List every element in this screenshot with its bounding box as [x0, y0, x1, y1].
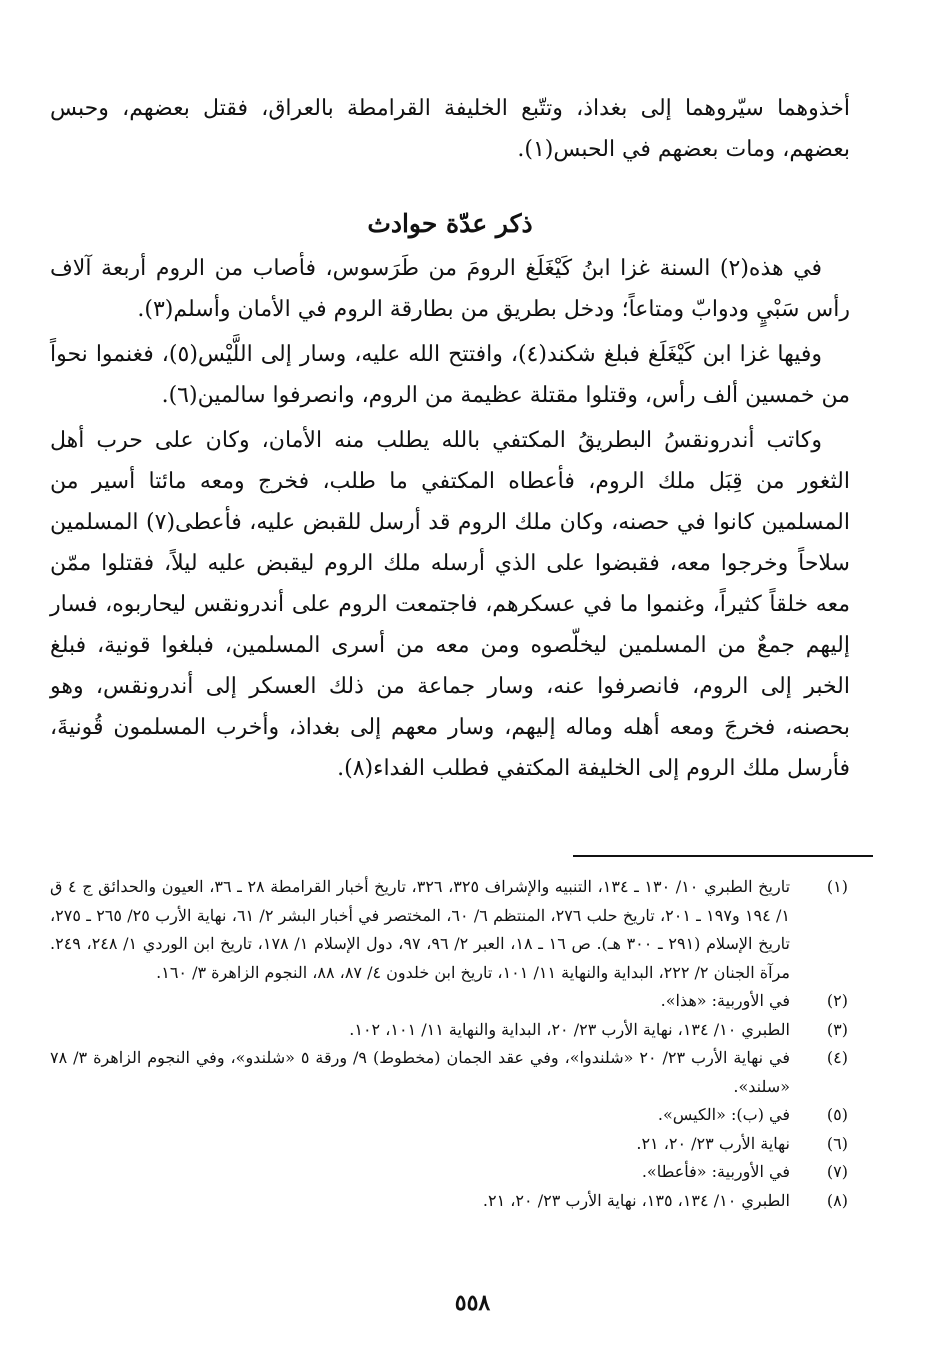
- footnote-2: [50, 987, 850, 1016]
- footnote-number: (٦): [826, 1133, 848, 1153]
- footnote-4: [50, 1044, 850, 1101]
- paragraph-1: أخذوهما سيّروهما إلى بغداذ، وتتّبع الخليفة القرامطة بالعراق، فقتل بعضهم، وحبس بعضهم، ومات بعضهم في الحبس(١).: [50, 96, 850, 162]
- footnote-7: [50, 1158, 850, 1187]
- footnote-divider: [573, 855, 873, 857]
- footnote-6: [50, 1130, 850, 1159]
- footnote-text: الطبري ١٠/ ١٣٤، نهاية الأرب ٢٣/ ٢٠، البداية والنهاية ١١/ ١٠١، ١٠٢.: [349, 1019, 790, 1039]
- footnote-8: [50, 1187, 850, 1216]
- footnote-number: (٢): [826, 991, 848, 1010]
- footnote-number: (٥): [826, 1105, 848, 1124]
- footnotes: [50, 873, 850, 1215]
- footnote-text: تاريخ الطبري ١٠/ ١٣٠ ـ ١٣٤، التنبيه والإشراف ٣٢٥، ٣٢٦، تاريخ أخبار القرامطة ٢٨ ـ ٣٦، العيون والحدائق ج ٤ ق ١/ ١٩٤ و١٩٧ ـ ٢٠١، تاريخ حلب ٢٧٦، المنتظم ٦/ ٦٠، المختصر في أخبار البشر ٢/ ٦١، نهاية الأرب ٢٥/ ٢٦٥ ـ ٢٧٥، تاريخ الإسلام (٢٩١ ـ ٣٠٠ هـ). ص ١٦ ـ ١٨، العبر ٢/ ٩٦، ٩٧، دول الإسلام ١/ ١٧٨، تاريخ ابن الوردي ١/ ٢٤٨، ٢٤٩. مرآة الجنان ٢/ ٢٢٢، البداية والنهاية ١١/ ١٠١، تاريخ ابن خلدون ٤/ ٨٧، ٨٨، النجوم الزاهرة ٣/ ١٦٠.: [50, 877, 791, 982]
- paragraph-3: وفيها غزا ابن كَيْغَلَغ فبلغ شكند(٤)، وافتتح الله عليه، وسار إلى اللَّيْس(٥)، فغنموا نحواً من خمسين ألف رأس، وقتلوا مقتلة عظيمة من الروم، وانصرفوا سالمين(٦).: [50, 342, 850, 408]
- footnote-text: الطبري ١٠/ ١٣٤، ١٣٥، نهاية الأرب ٢٣/ ٢٠، ٢١.: [482, 1190, 790, 1210]
- footnote-3: [50, 1016, 850, 1045]
- footnote-text: في الأوربية: «فأعطا».: [641, 1162, 790, 1181]
- footnote-number: (٨): [826, 1190, 848, 1210]
- footnote-5: [50, 1101, 850, 1130]
- footnote-number: (١): [826, 877, 848, 896]
- paragraph-4: وكاتب أندرونقسُ البطريقُ المكتفي بالله يطلب منه الأمان، وكان على حرب أهل الثغور من قِبَل ملك الروم، فأعطاه المكتفي ما طلب، فخرج ومعه مائتا أسير من المسلمين كانوا في حصنه، وكان ملك الروم قد أرسل للقبض عليه، فأعطى(٧) المسلمين سلاحاً وخرجوا معه، فقبضوا على الذي أرسله ملك الروم ليقبض عليه ليلاً، فقتلوا ممّن معه خلقاً كثيراً، وغنموا ما في عسكرهم، فاجتمعت الروم على أندرونقس ليحاربوه، فسار إليهم جمعٌ من المسلمين ليخلّصوه ومن معه من أسرى المسلمين، فبلغوا قونية، فبلغ الخبر إلى الروم، فانصرفوا عنه، وسار جماعة من ذلك العسكر إلى أندرونقس، وهو بحصنه، فخرجَ ومعه أهله وماله إليهم، وسار معهم إلى بغداذ، وأخرب المسلمون قُونيةَ، فأرسل ملك الروم إلى الخليفة المكتفي فطلب الفداء(٨).: [50, 428, 850, 781]
- footnote-text: في نهاية الأرب ٢٣/ ٢٠ «شلندوا»، وفي عقد الجمان (مخطوط) ٩/ ورقة ٥ «شلندو»، وفي النجوم الزاهرة ٣/ ٧٨ «سلند».: [50, 1048, 791, 1096]
- footnote-number: (٧): [826, 1162, 848, 1181]
- section-heading: ذكر عدّة حوادث: [367, 209, 533, 238]
- main-text: [50, 88, 850, 789]
- page-number: ٥٥٨: [454, 1290, 491, 1316]
- footnote-1: [50, 873, 850, 987]
- footnote-number: (٤): [826, 1048, 848, 1067]
- paragraph-2: في هذه(٢) السنة غزا ابنُ كَيْغَلَغ الرومَ من طَرَسوس، فأصاب من الروم أربعة آلاف رأس سَبْيٍ ودوابّ ومتاعاً؛ ودخل بطريق من بطارقة الروم في الأمان وأسلم(٣).: [50, 256, 850, 322]
- footnote-text: في الأوربية: «هذا».: [660, 991, 790, 1010]
- footnote-text: نهاية الأرب ٢٣/ ٢٠، ٢١.: [636, 1133, 790, 1153]
- footnote-text: في (ب): «الكيس».: [657, 1105, 790, 1124]
- footnote-number: (٣): [826, 1019, 848, 1039]
